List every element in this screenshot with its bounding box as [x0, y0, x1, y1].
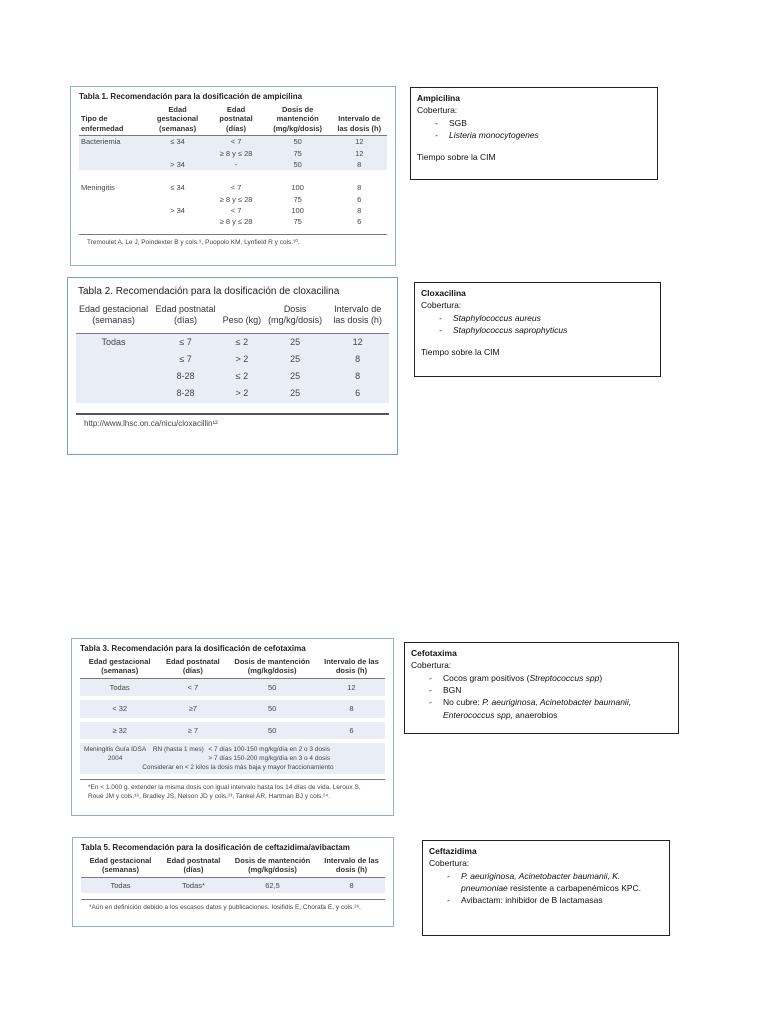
dosing-table — [79, 103, 387, 228]
table-cell: > 2 — [235, 388, 249, 399]
coverage-list — [417, 117, 651, 142]
list-item: - BGN — [429, 684, 672, 696]
table-cell: Todas — [110, 880, 131, 890]
table-footnote: *En < 1.000 g. extender la misma dosis con igual intervalo hasta los 14 días de vida. Leroux S, Roué JM y cols.¹⁶, Bradley JS, Nelson JD y cols.²³, Tankel AR, Hartman BJ y cols.²⁴. — [80, 779, 385, 806]
column-header: Intervalo de las dosis (h) — [318, 655, 385, 678]
table-row — [79, 159, 387, 170]
note-subheading: Cobertura: — [429, 858, 470, 869]
column-header: Peso (kg) — [220, 301, 264, 333]
table-cell: > 2 — [235, 353, 249, 364]
table-row — [81, 877, 385, 893]
column-header: Dosis de mantención (mg/kg/dosis) — [226, 655, 318, 678]
note-subheading: Cobertura: — [417, 105, 458, 116]
table-cell — [76, 368, 151, 385]
table-cell: ≥ 7 — [187, 725, 199, 735]
table-row — [76, 333, 389, 351]
table-cell: 100 — [291, 183, 304, 193]
note-heading: Ceftazidima — [429, 846, 477, 856]
table-row — [76, 351, 389, 368]
column-header: Edad gestacional (semanas) — [147, 103, 209, 136]
table-cell — [79, 148, 147, 159]
table-title: Tabla 2. Recomendación para la dosificación de cloxacilina — [78, 286, 340, 297]
dosing-table — [80, 655, 385, 739]
table-title: Tabla 1. Recomendación para la dosificación de ampicilina — [79, 92, 303, 101]
meningitis-age: RN (hasta 1 mes) — [152, 745, 204, 753]
table-cell: 8 — [357, 159, 362, 169]
list-item: - Listeria monocytogenes — [435, 129, 651, 141]
list-item: - Avibactam: inhibidor de B lactamasas — [447, 894, 663, 906]
coverage-list — [421, 312, 654, 337]
table-cell: 8-28 — [176, 388, 195, 399]
note-ampicilina — [410, 87, 658, 180]
coverage-list — [429, 870, 663, 907]
table-cell: 50 — [293, 137, 302, 147]
note-subheading: Cobertura: — [421, 300, 462, 311]
table-cell — [76, 351, 151, 368]
table-cell: 6 — [355, 388, 361, 399]
table-cell — [147, 148, 209, 159]
table-footnote: *Aún en definición debido a los escasos datos y publicaciones. Iosifidis E, Chorafa E, y cols.²⁸. — [81, 899, 385, 917]
table-row — [80, 678, 385, 696]
note-heading: Cloxacilina — [421, 288, 466, 298]
table-cell: > 34 — [170, 206, 185, 215]
table-cell: 75 — [293, 148, 302, 158]
table-cell — [79, 159, 147, 170]
list-item: - No cubre: P. aeuriginosa, Acinetobacter baumanii, Enterococcus spp, anaerobios — [429, 696, 672, 721]
table-row — [80, 700, 385, 717]
table-cell: 8 — [355, 371, 361, 381]
table-row — [79, 216, 387, 227]
table-cell: 100 — [291, 206, 304, 215]
dosing-table — [81, 854, 385, 893]
table-cell: 50 — [267, 725, 277, 735]
column-header: Tipo de enfermedad — [79, 103, 147, 136]
table-cell: < 32 — [112, 704, 128, 714]
dosing-table — [76, 301, 389, 403]
table-cell — [76, 385, 151, 402]
table-ceftazidima-avibactam — [72, 837, 394, 927]
note-ceftazidima — [422, 840, 670, 936]
table-cell: 75 — [293, 217, 302, 227]
column-header: Dosis de mantención (mg/kg/dosis) — [227, 854, 318, 877]
table-cell — [147, 194, 209, 205]
table-cell: 50 — [267, 682, 277, 692]
table-header-row — [79, 103, 387, 136]
table-cell: 8 — [357, 206, 362, 215]
table-cell: < 7 — [230, 183, 242, 193]
table-cefotaxima — [71, 638, 394, 816]
table-row — [79, 205, 387, 216]
column-header: Edad postnatal (días) — [208, 103, 263, 136]
column-header: Intervalo de las dosis (h) — [318, 854, 385, 877]
meningitis-label: Meningitis Guía IDSA 2004 — [84, 745, 147, 762]
meningitis-line: Considerar en < 2 kilos la dosis más baja y mayor fraccionamiento — [142, 764, 334, 772]
list-item: - Staphylococcus saprophyticus — [439, 324, 654, 336]
table-cell: ≤ 7 — [179, 353, 192, 364]
table-ampicilina — [70, 86, 396, 266]
table-cell — [79, 216, 147, 227]
table-cell: 75 — [293, 194, 302, 204]
table-row — [76, 385, 389, 402]
table-title: Tabla 5. Recomendación para la dosificación de ceftazidima/avibactam — [81, 843, 350, 852]
table-cell — [79, 194, 147, 205]
column-header: Intervalo de las dosis (h) — [326, 301, 389, 333]
table-cell: ≥ 32 — [112, 725, 127, 735]
table-cell: < 7 — [187, 682, 199, 692]
column-header: Edad gestacional (semanas) — [76, 301, 151, 333]
meningitis-line: < 7 días 100-150 mg/kg/día en 2 o 3 dosis — [208, 745, 331, 753]
column-header: Edad gestacional (semanas) — [80, 655, 159, 678]
table-cell: 8-28 — [176, 371, 195, 381]
table-footnote: http://www.lhsc.on.ca/nicu/cloxacillin¹² — [76, 413, 389, 434]
table-cell: Meningitis — [81, 183, 115, 193]
table-cell: Todas* — [182, 880, 205, 890]
table-cell: ≤ 2 — [235, 336, 249, 347]
column-header: Edad postnatal (días) — [160, 854, 227, 877]
table-cell: - — [234, 159, 238, 169]
table-cell: Todas — [109, 682, 130, 692]
table-cell: 12 — [355, 137, 364, 147]
table-cell: 25 — [290, 336, 301, 347]
table-cell: Todas — [101, 336, 126, 347]
table-cell: ≥7 — [188, 704, 197, 714]
table-cell: 8 — [355, 353, 361, 364]
table-cell: 50 — [293, 159, 302, 169]
note-cefotaxima — [404, 642, 679, 734]
table-cell: ≤ 2 — [235, 371, 249, 381]
table-cell: 12 — [352, 336, 363, 347]
list-item: - Cocos gram positivos (Streptococcus spp) — [429, 672, 672, 684]
table-cell: 12 — [347, 682, 356, 692]
note-footer: Tiempo sobre la CIM — [417, 152, 496, 163]
table-cell: Bacteriemia — [81, 137, 121, 147]
table-cell: ≤ 7 — [179, 336, 192, 347]
column-header: Dosis (mg/kg/dosis) — [264, 301, 327, 333]
table-cell: 25 — [290, 388, 301, 399]
note-subheading: Cobertura: — [411, 660, 452, 671]
table-cell: < 7 — [230, 206, 242, 215]
meningitis-line: > 7 días 150-200 mg/kg/día en 3 o 4 dosis — [208, 754, 331, 762]
table-cell — [79, 205, 147, 216]
table-cell: 6 — [357, 217, 362, 227]
table-cell — [147, 216, 209, 227]
table-cell: 25 — [290, 353, 301, 364]
list-item: - P. aeuriginosa, Acinetobacter baumanii, K. pneumoniae resistente a carbapenémicos KPC. — [447, 870, 663, 895]
table-row — [79, 194, 387, 205]
table-cell: 8 — [349, 704, 354, 714]
table-header-row — [81, 854, 385, 877]
table-cell: ≤ 34 — [170, 183, 185, 193]
table-cell: ≥ 8 y ≤ 28 — [219, 217, 253, 227]
column-header: Intervalo de las dosis (h) — [332, 103, 387, 136]
table-cell: 62,5 — [265, 880, 280, 890]
table-cell: > 34 — [170, 159, 185, 169]
table-cell: < 7 — [230, 137, 242, 147]
table-header-row — [76, 301, 389, 333]
note-cloxacilina — [414, 282, 661, 377]
table-title: Tabla 3. Recomendación para la dosificación de cefotaxima — [80, 644, 306, 653]
table-cell: 8 — [357, 183, 362, 193]
list-item: - SGB — [435, 117, 651, 129]
column-header: Edad postnatal (días) — [151, 301, 220, 333]
column-header: Dosis de mantención (mg/kg/dosis) — [264, 103, 332, 136]
table-header-row — [80, 655, 385, 678]
table-cell: 25 — [290, 371, 301, 381]
table-cloxacilina — [67, 277, 398, 455]
table-footnote: Tremoulet A, Le J, Poindexter B y cols.⁹, Puopolo KM, Lynfield R y cols.¹⁰. — [79, 234, 387, 252]
table-cell: 12 — [355, 148, 364, 158]
note-footer: Tiempo sobre la CIM — [421, 347, 500, 358]
table-row — [79, 182, 387, 193]
note-heading: Cefotaxima — [411, 648, 457, 658]
meningitis-row — [80, 743, 385, 774]
column-header: Edad gestacional (semanas) — [81, 854, 160, 877]
note-heading: Ampicilina — [417, 93, 460, 103]
table-row — [76, 368, 389, 385]
table-cell: 8 — [349, 880, 354, 890]
table-row — [79, 148, 387, 159]
column-header: Edad postnatal (días) — [159, 655, 226, 678]
coverage-list — [411, 672, 672, 721]
table-cell: 6 — [349, 725, 354, 735]
table-row — [80, 722, 385, 739]
table-cell: ≤ 34 — [170, 137, 185, 147]
table-cell: 6 — [357, 194, 362, 204]
table-cell: 50 — [267, 704, 277, 714]
list-item: - Staphylococcus aureus — [439, 312, 654, 324]
table-row — [79, 136, 387, 148]
table-cell: ≥ 8 y ≤ 28 — [219, 194, 253, 204]
table-cell: ≥ 8 y ≤ 28 — [219, 148, 253, 158]
